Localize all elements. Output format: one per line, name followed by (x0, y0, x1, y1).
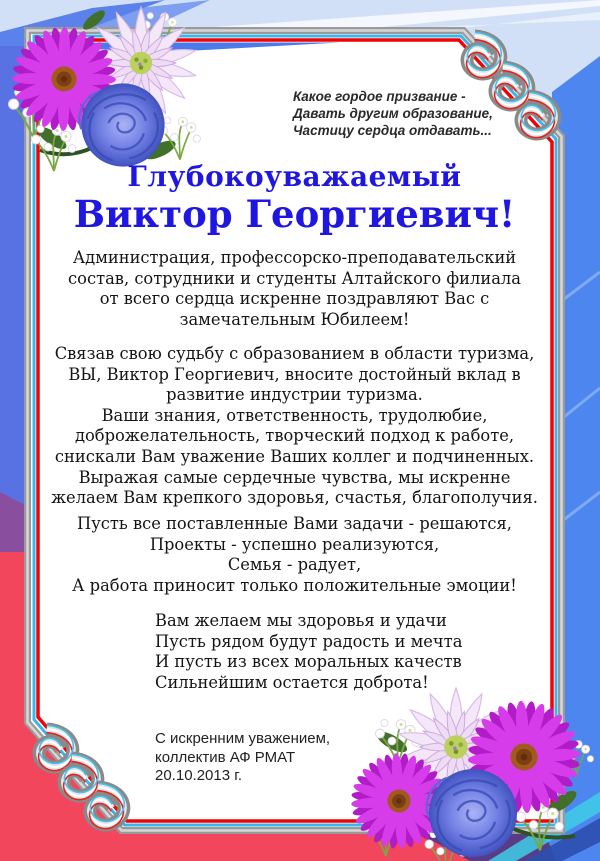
text-line: Сильнейшим остается доброта! (155, 672, 429, 692)
text-line: Проекты - успешно реализуются, (149, 534, 440, 554)
paragraph-poem (155, 611, 535, 693)
text-line: И пусть из всех моральных качеств (155, 652, 462, 672)
text-line: от всего сердца искренне поздравляют Вас с (99, 289, 490, 309)
epigraph (293, 88, 523, 139)
text-line: Пусть рядом будут радость и мечта (155, 631, 463, 651)
text-line: Какое гордое призвание - (293, 89, 466, 104)
text-line: Администрация, профессорско-преподавательский (72, 248, 517, 267)
text-line: доброжелательность, творческий подход к работе, (74, 426, 515, 446)
text-line: коллектив АФ РМАТ (155, 748, 296, 766)
text-line: А работа приносит только положительные эмоции! (72, 575, 517, 595)
text-line: Давать другим образование, (293, 106, 493, 121)
text-line: Вам желаем мы здоровья и удачи (155, 611, 447, 630)
text-line: снискали Вам уважение Ваших коллег и подчиненных. (54, 446, 535, 466)
text-line: Ваши знания, ответственность, трудолюбие, (101, 405, 488, 425)
text-line: 20.10.2013 г. (155, 767, 243, 784)
signature-block (155, 730, 330, 786)
text-line: С искренним уважением, (155, 730, 331, 747)
text-line: состав, сотрудники и студенты Алтайского филиала (68, 268, 521, 288)
paragraph-wishes (41, 514, 548, 596)
paragraph-body (41, 344, 548, 509)
text-line: ВЫ, Виктор Георгиевич, вносите достойный вклад в (68, 364, 521, 384)
text-line: Выражая самые сердечные чувства, мы искренне (78, 467, 511, 487)
text-line: Пусть все поставленные Вами задачи - решаются, (77, 514, 512, 533)
salutation-title: Глубокоуважаемый (127, 160, 462, 193)
text-line: Частицу сердца отдавать... (293, 123, 492, 138)
paragraph-intro (41, 248, 548, 330)
text-line: Связав свою судьбу с образованием в области туризма, (54, 344, 535, 363)
text-line: развитие индустрии туризма. (166, 385, 423, 405)
text-line: желаем Вам крепкого здоровья, счастья, благополучия. (51, 488, 538, 508)
text-line: Семья - радует, (227, 555, 362, 575)
addressee-name: Виктор Георгиевич! (73, 192, 516, 236)
text-line: замечательным Юбилеем! (179, 309, 410, 329)
